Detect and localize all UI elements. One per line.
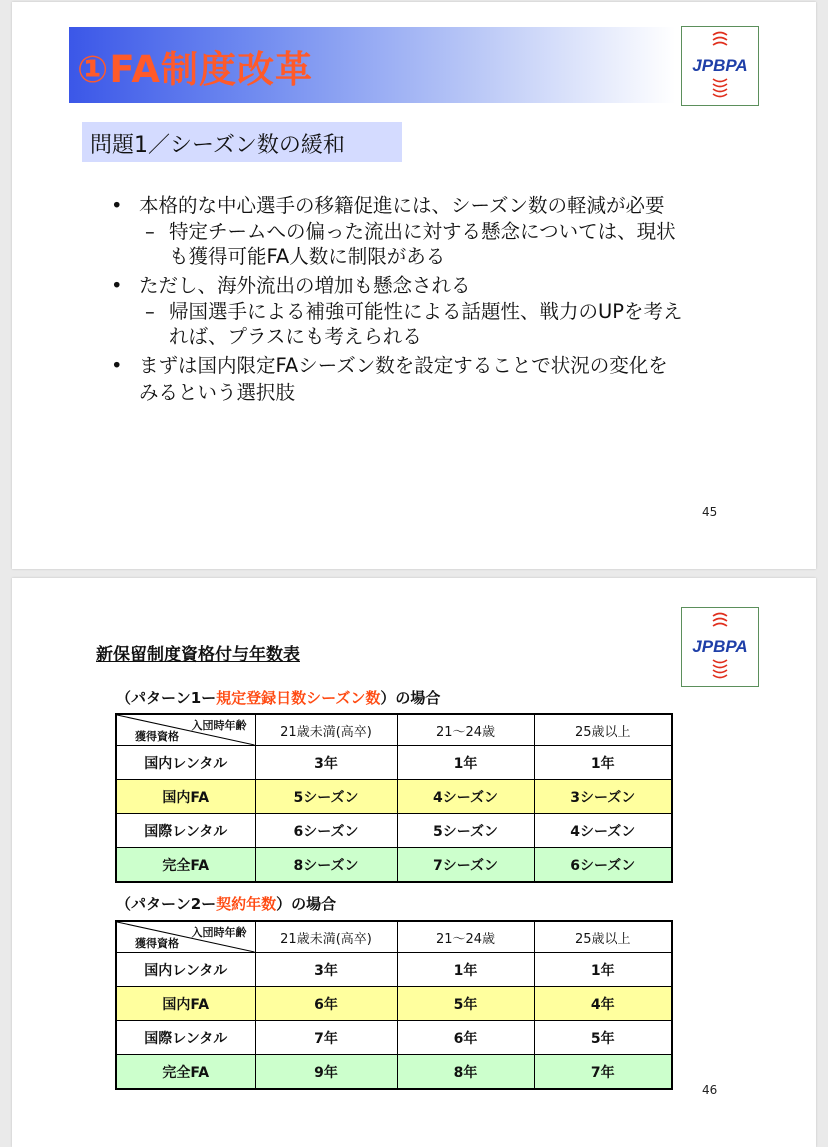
table-cell: 6年 bbox=[397, 1021, 534, 1055]
pattern2-suffix: ）の場合 bbox=[276, 895, 337, 913]
slide-title: ①FA制度改革 bbox=[77, 48, 313, 91]
row-label: 国際レンタル bbox=[116, 814, 255, 848]
bullet-list bbox=[107, 192, 757, 406]
table-row bbox=[116, 814, 672, 848]
table-cell: 7年 bbox=[255, 1021, 397, 1055]
table-title: 新保留制度資格付与年数表 bbox=[96, 645, 300, 665]
slide-45 bbox=[12, 2, 816, 569]
corner-top-label: 入団時年齢 bbox=[191, 926, 247, 939]
pattern2-highlight: 契約年数 bbox=[216, 895, 277, 913]
table-row bbox=[116, 987, 672, 1021]
table-row bbox=[116, 780, 672, 814]
table-cell: 7年 bbox=[534, 1055, 672, 1090]
page-number: 45 bbox=[702, 505, 718, 519]
sub-bullet-line: 帰国選手による補強可能性による話題性、戦力のUPを考え bbox=[169, 300, 683, 323]
table-cell: 4シーズン bbox=[534, 814, 672, 848]
pattern1-highlight: 規定登録日数シーズン数 bbox=[216, 689, 381, 707]
pattern2-heading bbox=[116, 893, 336, 914]
corner-cell bbox=[116, 921, 255, 953]
row-label: 国際レンタル bbox=[116, 1021, 255, 1055]
table-cell: 5年 bbox=[397, 987, 534, 1021]
bullet-item bbox=[107, 352, 757, 406]
column-header: 21歳未満(高卒) bbox=[255, 921, 397, 953]
jpbpa-logo bbox=[681, 607, 759, 687]
bullet-item: • ただし、海外流出の増加も懸念される bbox=[107, 272, 757, 299]
table-cell: 6年 bbox=[255, 987, 397, 1021]
table-cell: 1年 bbox=[534, 746, 672, 780]
table-row bbox=[116, 1021, 672, 1055]
table-cell: 7シーズン bbox=[397, 848, 534, 883]
column-header: 25歳以上 bbox=[534, 921, 672, 953]
table-cell: 5シーズン bbox=[397, 814, 534, 848]
table-cell: 1年 bbox=[397, 953, 534, 987]
table-cell: 4年 bbox=[534, 987, 672, 1021]
table-cell: 5年 bbox=[534, 1021, 672, 1055]
pattern1-suffix: ）の場合 bbox=[380, 689, 441, 707]
table-row bbox=[116, 1055, 672, 1090]
pattern2-prefix: （パターン2ー bbox=[116, 895, 217, 913]
qualification-table-1 bbox=[115, 713, 673, 883]
table-header-row bbox=[116, 921, 672, 953]
slide-46 bbox=[12, 578, 816, 1147]
jpbpa-logo bbox=[681, 26, 759, 106]
bullet-item: • 本格的な中心選手の移籍促進には、シーズン数の軽減が必要 bbox=[107, 192, 757, 219]
logo-text: JPBPA bbox=[692, 637, 748, 656]
subheading: 問題1／シーズン数の緩和 bbox=[90, 133, 345, 158]
pattern1-prefix: （パターン1ー bbox=[116, 689, 217, 707]
table-cell: 4シーズン bbox=[397, 780, 534, 814]
bullet-line: みるという選択肢 bbox=[139, 381, 296, 404]
row-label: 国内レンタル bbox=[116, 953, 255, 987]
bullet-line: まずは国内限定FAシーズン数を設定することで状況の変化を bbox=[139, 354, 668, 377]
table-cell: 3年 bbox=[255, 746, 397, 780]
sub-bullet-line: 特定チームへの偏った流出に対する懸念については、現状 bbox=[169, 220, 676, 243]
table-cell: 1年 bbox=[534, 953, 672, 987]
table-cell: 9年 bbox=[255, 1055, 397, 1090]
column-header: 25歳以上 bbox=[534, 714, 672, 746]
sub-bullet-item bbox=[107, 299, 757, 349]
table-header-row bbox=[116, 714, 672, 746]
table-cell: 8年 bbox=[397, 1055, 534, 1090]
column-header: 21～24歳 bbox=[397, 921, 534, 953]
table-row bbox=[116, 848, 672, 883]
corner-bottom-label: 獲得資格 bbox=[135, 937, 179, 950]
table-cell: 1年 bbox=[397, 746, 534, 780]
sub-bullet-item bbox=[107, 219, 757, 269]
table-row bbox=[116, 746, 672, 780]
table-cell: 6シーズン bbox=[255, 814, 397, 848]
column-header: 21～24歳 bbox=[397, 714, 534, 746]
row-label: 国内レンタル bbox=[116, 746, 255, 780]
table-cell: 5シーズン bbox=[255, 780, 397, 814]
table-cell: 6シーズン bbox=[534, 848, 672, 883]
row-label: 完全FA bbox=[116, 848, 255, 883]
corner-cell bbox=[116, 714, 255, 746]
title-bar bbox=[69, 27, 675, 103]
corner-top-label: 入団時年齢 bbox=[191, 719, 247, 732]
page-number: 46 bbox=[702, 1083, 718, 1097]
table-row bbox=[116, 953, 672, 987]
corner-bottom-label: 獲得資格 bbox=[135, 730, 179, 743]
sub-bullet-line: れば、プラスにも考えられる bbox=[169, 325, 422, 348]
column-header: 21歳未満(高卒) bbox=[255, 714, 397, 746]
pattern1-heading bbox=[116, 687, 440, 708]
row-label: 完全FA bbox=[116, 1055, 255, 1090]
subheading-box bbox=[82, 122, 402, 162]
row-label: 国内FA bbox=[116, 780, 255, 814]
qualification-table-2 bbox=[115, 920, 673, 1090]
row-label: 国内FA bbox=[116, 987, 255, 1021]
sub-bullet-line: も獲得可能FA人数に制限がある bbox=[169, 245, 446, 268]
table-cell: 3年 bbox=[255, 953, 397, 987]
table-cell: 8シーズン bbox=[255, 848, 397, 883]
table-cell: 3シーズン bbox=[534, 780, 672, 814]
logo-text: JPBPA bbox=[692, 56, 748, 75]
